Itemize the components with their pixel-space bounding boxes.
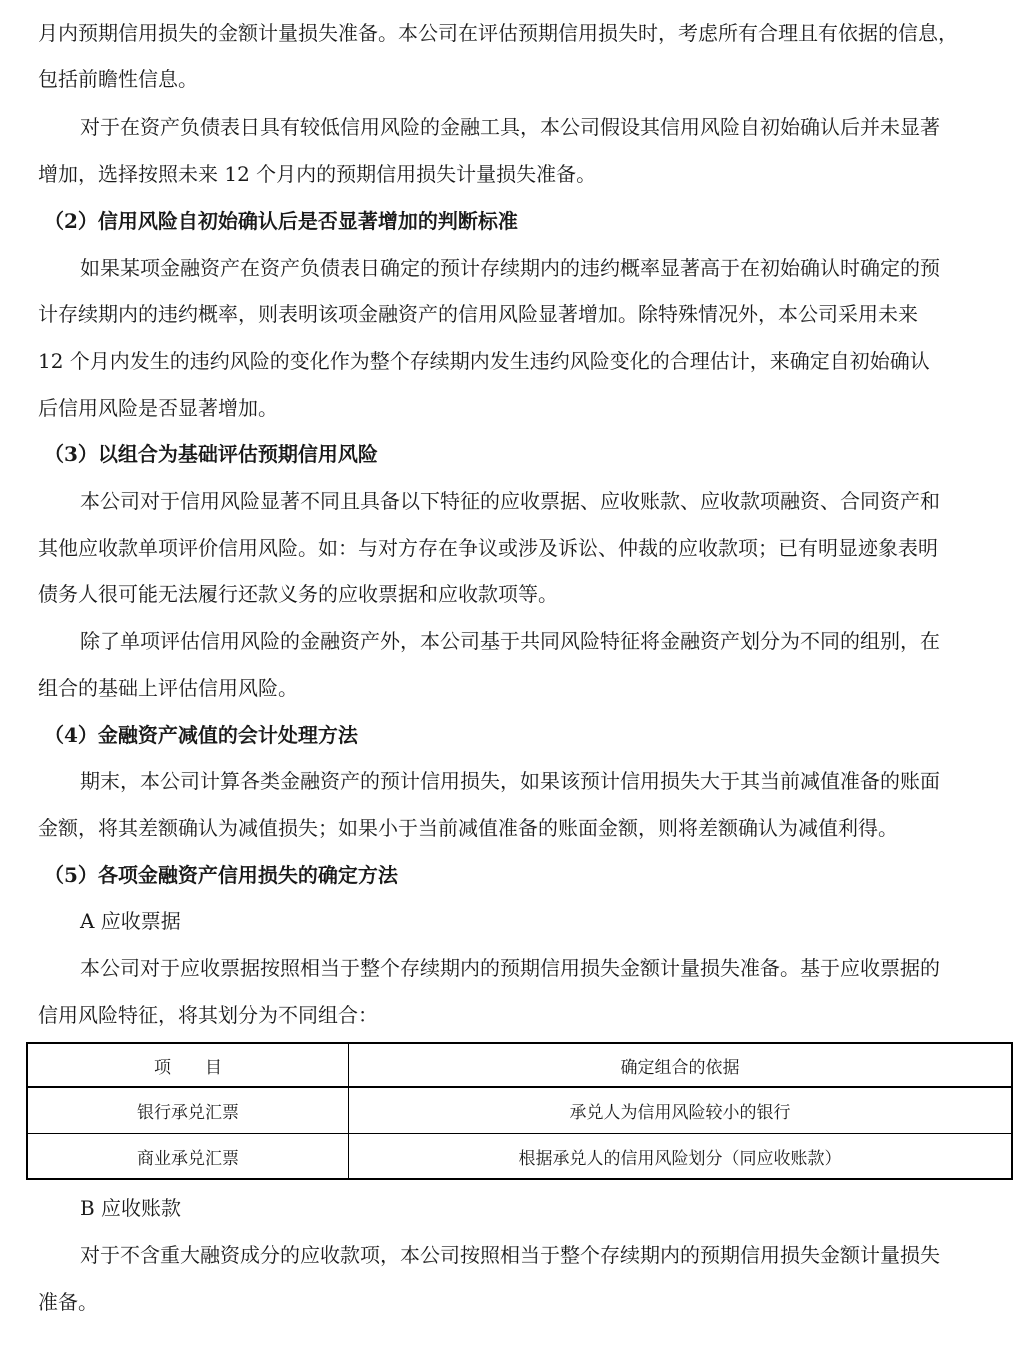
paragraph-line: 对于在资产负债表日具有较低信用风险的金融工具，本公司假设其信用风险自初始确认后并未显著	[80, 115, 940, 139]
paragraph-line: 对于不含重大融资成分的应收款项，本公司按照相当于整个存续期内的预期信用损失金额计量损失	[80, 1243, 940, 1267]
table-header-cell: 确定组合的依据	[349, 1044, 1011, 1088]
section-heading-2: （2）信用风险自初始确认后是否显著增加的判断标准	[44, 209, 518, 233]
table-cell: 承兑人为信用风险较小的银行	[349, 1088, 1011, 1134]
subheading-a: A 应收票据	[80, 909, 181, 933]
paragraph-line: 月内预期信用损失的金额计量损失准备。本公司在评估预期信用损失时，考虑所有合理且有依据的信息，	[38, 21, 958, 45]
paragraph-line: 信用风险特征，将其划分为不同组合：	[38, 1003, 378, 1027]
table-header-cell: 项 目	[28, 1044, 349, 1088]
portfolio-table	[26, 1042, 1013, 1180]
table-cell: 根据承兑人的信用风险划分（同应收账款）	[518, 1148, 842, 1169]
paragraph-line: 本公司对于应收票据按照相当于整个存续期内的预期信用损失金额计量损失准备。基于应收票据的	[80, 956, 940, 980]
paragraph-line: 12 个月内发生的违约风险的变化作为整个存续期内发生违约风险变化的合理估计，来确定自初始确认	[38, 349, 930, 373]
section-heading-5: （5）各项金融资产信用损失的确定方法	[44, 863, 398, 887]
paragraph-line: 其他应收款单项评价信用风险。如：与对方存在争议或涉及诉讼、仲裁的应收款项；已有明显迹象表明	[38, 536, 938, 560]
paragraph-line: 如果某项金融资产在资产负债表日确定的预计存续期内的违约概率显著高于在初始确认时确定的预	[80, 256, 940, 280]
paragraph-line: 计存续期内的违约概率，则表明该项金融资产的信用风险显著增加。除特殊情况外，本公司采用未来	[38, 302, 918, 326]
paragraph-line: 债务人很可能无法履行还款义务的应收票据和应收款项等。	[38, 582, 558, 606]
paragraph-line: 增加，选择按照未来 12 个月内的预期信用损失计量损失准备。	[38, 162, 597, 186]
paragraph-line: 组合的基础上评估信用风险。	[38, 676, 298, 700]
paragraph-line: 本公司对于信用风险显著不同且具备以下特征的应收票据、应收账款、应收款项融资、合同资产和	[80, 489, 940, 513]
paragraph-line: 包括前瞻性信息。	[38, 67, 198, 91]
paragraph-line: 除了单项评估信用风险的金融资产外，本公司基于共同风险特征将金融资产划分为不同的组别，在	[80, 629, 940, 653]
paragraph-line: 金额，将其差额确认为减值损失；如果小于当前减值准备的账面金额，则将差额确认为减值利得。	[38, 816, 898, 840]
table-cell: 银行承兑汇票	[28, 1088, 349, 1134]
paragraph-line: 后信用风险是否显著增加。	[38, 396, 278, 420]
section-heading-3: （3）以组合为基础评估预期信用风险	[44, 442, 378, 466]
section-heading-4: （4）金融资产减值的会计处理方法	[44, 723, 358, 747]
subheading-b: B 应收账款	[80, 1196, 182, 1220]
paragraph-line: 期末，本公司计算各类金融资产的预计信用损失，如果该预计信用损失大于其当前减值准备的账面	[80, 769, 940, 793]
table-cell: 商业承兑汇票	[28, 1134, 349, 1178]
paragraph-line: 准备。	[38, 1290, 98, 1314]
